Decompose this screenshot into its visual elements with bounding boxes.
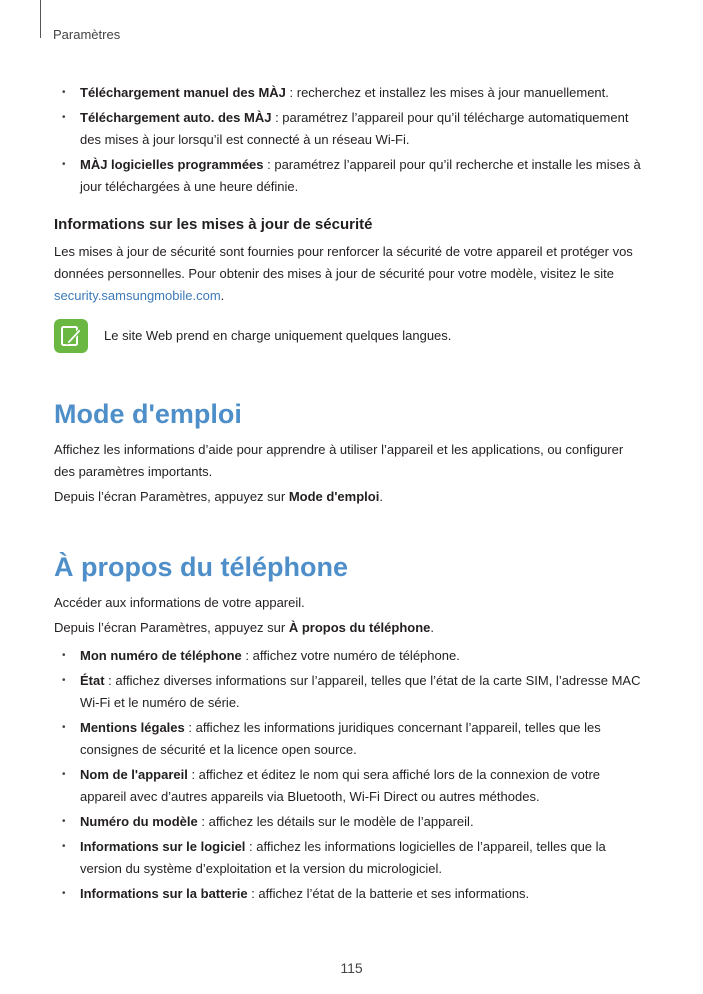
list-item: • Numéro du modèle : affichez les détails sur le modèle de l’appareil. <box>54 811 644 833</box>
update-options-list <box>54 82 644 198</box>
list-item: • Téléchargement manuel des MÀJ : recherchez et installez les mises à jour manuellement. <box>54 82 644 104</box>
running-header: Paramètres <box>53 27 121 42</box>
list-item: • Nom de l'appareil : affichez et éditez le nom qui sera affiché lors de la connexion de votre appareil avec d’autres appareils via Bluetooth, Wi-Fi Direct ou autres méthodes. <box>54 764 644 808</box>
security-link[interactable]: security.samsungmobile.com <box>54 288 221 303</box>
note-text: Le site Web prend en charge uniquement quelques langues. <box>104 328 452 343</box>
page-content <box>54 82 644 908</box>
list-item: • Informations sur la batterie : affichez l’état de la batterie et ses informations. <box>54 883 644 905</box>
list-item: • MÀJ logicielles programmées : paramétrez l’appareil pour qu’il recherche et installe les mises à jour téléchargées à une heure définie. <box>54 154 644 198</box>
security-paragraph: Les mises à jour de sécurité sont fournies pour renforcer la sécurité de votre appareil et protéger vos données personnelles. Pour obtenir des mises à jour de sécurité pour votre modèle, visitez le site security.samsungmobile.com. <box>54 244 633 303</box>
mode-emploi-body: Affichez les informations d’aide pour apprendre à utiliser l’appareil et les applications, ou configurer des paramètres importants. <box>54 442 624 479</box>
a-propos-title: À propos du téléphone <box>54 552 348 582</box>
a-propos-intro: Accéder aux informations de votre appareil. <box>54 595 305 610</box>
list-item: • Téléchargement auto. des MÀJ : paramétrez l’appareil pour qu’il télécharge automatiquement des mises à jour lorsqu’il est connecté à un réseau Wi-Fi. <box>54 107 644 151</box>
note-pencil-icon <box>54 319 88 353</box>
a-propos-path: Depuis l’écran Paramètres, appuyez sur À propos du téléphone. <box>54 620 435 635</box>
header-rule <box>40 0 41 38</box>
list-item: • Informations sur le logiciel : affichez les informations logicielles de l’appareil, telles que la version du système d’exploitation et la version du micrologiciel. <box>54 836 644 880</box>
security-heading: Informations sur les mises à jour de sécurité <box>54 216 373 233</box>
list-item: • Mentions légales : affichez les informations juridiques concernant l’appareil, telles que les consignes de sécurité et la licence open source. <box>54 717 644 761</box>
note-box <box>54 319 644 353</box>
mode-emploi-title: Mode d'emploi <box>54 399 242 429</box>
list-item: • État : affichez diverses informations sur l’appareil, telles que l’état de la carte SIM, l’adresse MAC Wi-Fi et le numéro de série. <box>54 670 644 714</box>
a-propos-list <box>54 645 644 905</box>
page-number: 115 <box>340 960 363 976</box>
list-item: • Mon numéro de téléphone : affichez votre numéro de téléphone. <box>54 645 644 667</box>
mode-emploi-path: Depuis l’écran Paramètres, appuyez sur Mode d'emploi. <box>54 489 383 504</box>
